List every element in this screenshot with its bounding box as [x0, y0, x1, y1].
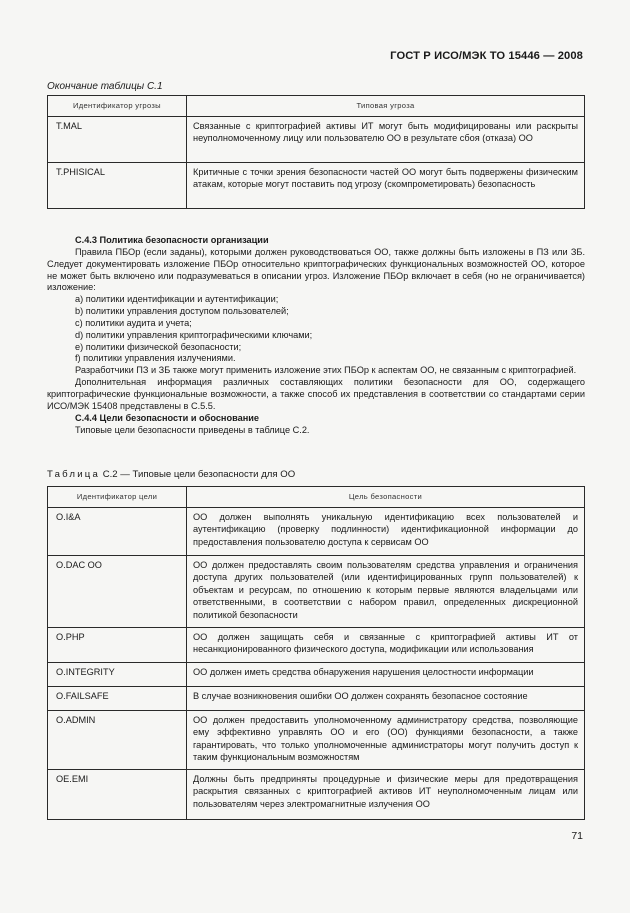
objective-id: OE.EMI	[48, 770, 187, 820]
column-header-threat: Типовая угроза	[187, 96, 585, 117]
table-row	[48, 687, 585, 711]
objective-text: ОО должен защищать себя и связанные с криптографией активы ИТ от несанкционированного физического доступа, модификации или использования	[187, 628, 585, 663]
threat-text: Критичные с точки зрения безопасности частей ОО могут быть подвержены физическим атакам, которые могут поставить под угрозу (скомпрометировать) безопасность	[187, 163, 585, 209]
objective-text: Должны быть предприняты процедурные и физические меры для предотвращения раскрытия связанных с криптографией активов ИТ неуполномоченным лицам или пользователям через электромагнитные излучения ОО	[187, 770, 585, 820]
paragraph: Типовые цели безопасности приведены в таблице С.2.	[75, 424, 310, 435]
list-item: f) политики управления излучениями.	[75, 353, 236, 364]
column-header-objective: Цель безопасности	[187, 487, 585, 508]
objective-id: O.INTEGRITY	[48, 663, 187, 687]
table2-caption-word: Таблица	[47, 469, 101, 480]
objective-id: O.ADMIN	[48, 711, 187, 770]
objective-text: ОО должен предоставлять своим пользователям средства управления и ограничения доступа других пользователей (или идентифицированных групп пользователей) к объектам и ресурсам, по отношению к которым первые являются владельцами или ответственными, в соответствии с набором правил, определенных дискреционной политикой безопасности	[187, 556, 585, 628]
objective-id: O.PHP	[48, 628, 187, 663]
table-row	[48, 628, 585, 663]
threat-id: T.MAL	[48, 117, 187, 163]
table-row	[48, 663, 585, 687]
threat-text: Связанные с криптографией активы ИТ могут быть модифицированы или раскрыты неуполномоченному лицу или пользователю ОО в результате сбоя (отказа) ОО	[187, 117, 585, 163]
objective-text: В случае возникновения ошибки ОО должен сохранять безопасное состояние	[187, 687, 585, 711]
table1-caption: Окончание таблицы С.1	[47, 81, 163, 92]
page-number: 71	[571, 830, 583, 842]
standard-designation: ГОСТ Р ИСО/МЭК ТО 15446 — 2008	[390, 50, 583, 62]
list-item: b) политики управления доступом пользователей;	[75, 306, 289, 317]
list-item: a) политики идентификации и аутентификации;	[75, 294, 279, 305]
table-row	[48, 770, 585, 820]
table-row	[48, 508, 585, 556]
table-row	[48, 711, 585, 770]
objective-id: O.DAC OO	[48, 556, 187, 628]
table-header-row	[48, 96, 585, 117]
section-heading-c43: С.4.3 Политика безопасности организации	[75, 235, 269, 245]
table2-caption	[47, 469, 295, 480]
column-header-threat-id: Идентификатор угрозы	[48, 96, 187, 117]
paragraph: Правила ПБОр (если заданы), которыми должен руководствоваться ОО, также должны быть изложены в ПЗ или ЗБ. Следует документировать изложение ПБОр относительно криптографических функциональных возможностей ОО, которое не может быть включено или подразумеваться в описании угроз. Изложение ПБОр включает в себя (но не ограничивается) изложение:	[47, 246, 585, 293]
paragraph: Дополнительная информация различных составляющих политики безопасности для ОО, содержащего криптографические функциональные возможности, а также способ их представления в соответствии со стандартами серии ИСО/МЭК 15408 представлены в С.5.5.	[47, 377, 585, 411]
list-item: d) политики управления криптографическими ключами;	[75, 329, 313, 340]
paragraph: Разработчики ПЗ и ЗБ также могут применить изложение этих ПБОр к аспектам ОО, не связанным с криптографией.	[75, 365, 577, 376]
table-row	[48, 163, 585, 209]
list-item: c) политики аудита и учета;	[75, 317, 192, 328]
body-text	[47, 235, 585, 436]
list-item: e) политики физической безопасности;	[75, 341, 242, 352]
objective-text: ОО должен выполнять уникальную идентификацию всех пользователей и аутентификацию (проверку подлинности) идентификационной информации до предоставления пользователю доступа к сервисам ОО	[187, 508, 585, 556]
objectives-table	[47, 486, 585, 820]
table-row	[48, 556, 585, 628]
table2-caption-title: С.2 — Типовые цели безопасности для ОО	[102, 469, 296, 480]
objective-id: O.FAILSAFE	[48, 687, 187, 711]
table-header-row	[48, 487, 585, 508]
column-header-objective-id: Идентификатор цели	[48, 487, 187, 508]
objective-text: ОО должен иметь средства обнаружения нарушения целостности информации	[187, 663, 585, 687]
section-heading-c44: С.4.4 Цели безопасности и обоснование	[75, 412, 260, 423]
objective-id: O.I&A	[48, 508, 187, 556]
threats-table	[47, 95, 585, 209]
table-row	[48, 117, 585, 163]
objective-text: ОО должен предоставить уполномоченному администратору средства, позволяющие ему эффективно управлять ОО и его (ОО) функциями безопасности, а также гарантировать, что только уполномоченные администраторы могут получить доступ к таким функциональным возможностям	[187, 711, 585, 770]
threat-id: T.PHISICAL	[48, 163, 187, 209]
